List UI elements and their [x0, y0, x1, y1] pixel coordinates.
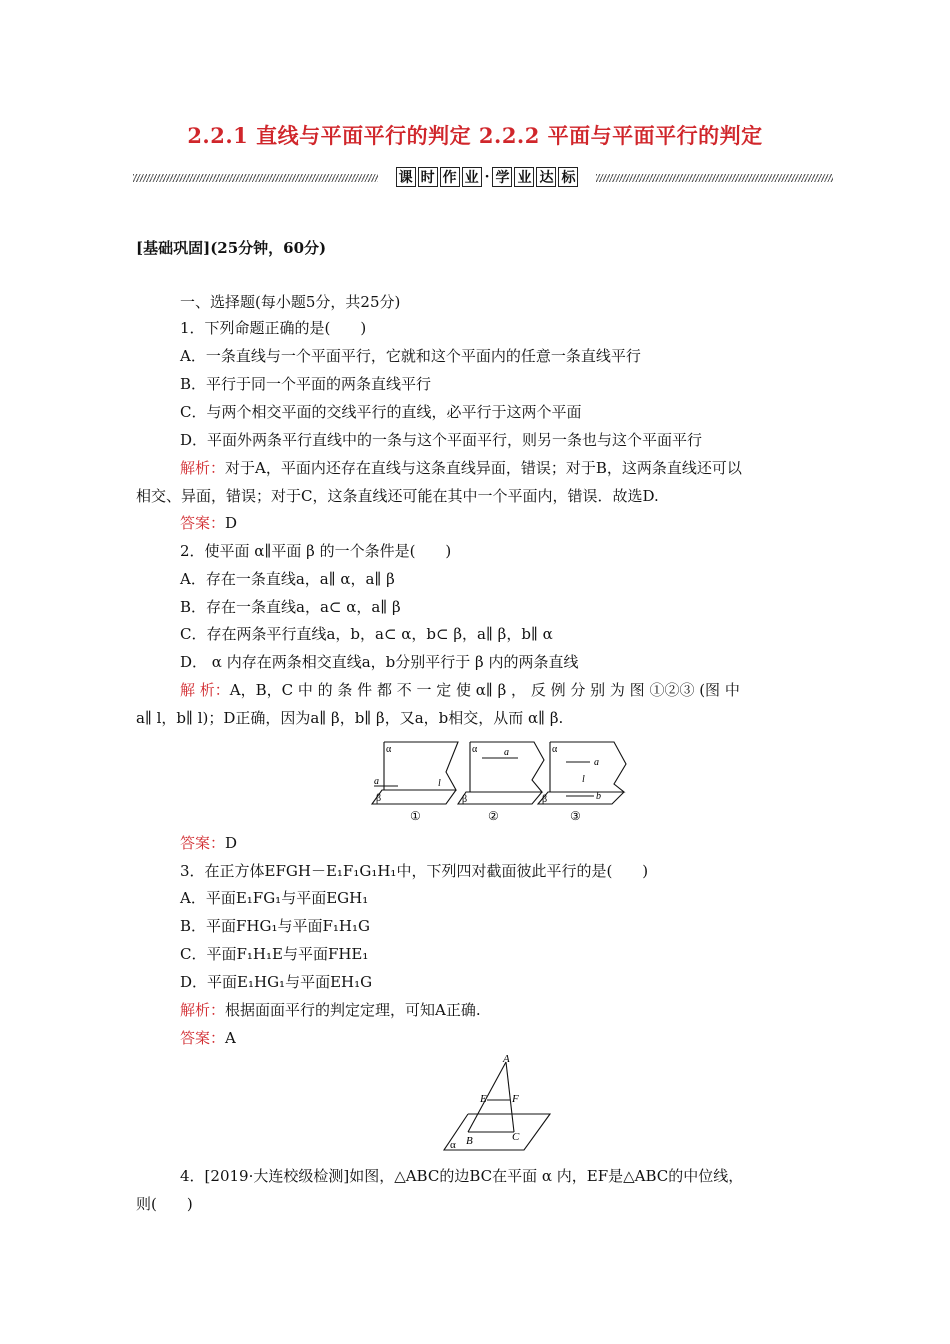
banner-char: 课	[396, 167, 416, 187]
figure-2-planes	[458, 742, 544, 804]
q1-answer	[180, 513, 237, 533]
fig2-a-label: a	[504, 747, 509, 758]
banner-char: 学	[492, 167, 512, 187]
q4-label-alpha: α	[450, 1139, 456, 1151]
q2-option-d: D． α 内存在两条相交直线a，b分别平行于 β 内的两条直线	[180, 653, 579, 671]
q1-option-b: B．平行于同一个平面的两条直线平行	[180, 375, 432, 393]
q2-analysis	[180, 680, 740, 700]
q1-analysis-text-2: 相交、异面，错误；对于C，这条直线还可能在其中一个平面内，错误．故选D.	[136, 487, 659, 505]
banner-char: 业	[514, 167, 534, 187]
q4-label-e: E	[480, 1093, 487, 1105]
fig2-beta-label: β	[462, 794, 468, 805]
banner-char: 标	[558, 167, 578, 187]
q1-answer-value: D	[225, 514, 238, 532]
q2-analysis-text-1: A，B，C 中 的 条 件 都 不 一 定 使 α∥ β ， 反 例 分 别 为 图 ①②③ (图 中	[229, 681, 740, 699]
banner-hatch-right	[596, 174, 833, 182]
q1-analysis	[180, 458, 742, 478]
fig1-beta-label: β	[376, 793, 382, 804]
part-heading: 一、选择题(每小题5分，共25分)	[180, 293, 401, 311]
q2-answer-value: D	[225, 834, 238, 852]
fig2-alpha-label: α	[472, 744, 478, 755]
q3-option-d: D．平面E₁HG₁与平面EH₁G	[180, 973, 373, 991]
q3-option-c: C．平面F₁H₁E与平面FHE₁	[180, 945, 369, 963]
q2-option-a: A．存在一条直线a，a∥ α，a∥ β	[180, 570, 395, 588]
banner-dot: ·	[484, 169, 490, 185]
fig2-number: ②	[488, 809, 499, 823]
fig1-number: ①	[410, 809, 421, 823]
fig3-alpha-label: α	[552, 744, 558, 755]
q3-option-b: B．平面FHG₁与平面F₁H₁G	[180, 917, 371, 935]
q4-stem-1: 4．[2019·大连校级检测]如图，△ABC的边BC在平面 α 内，EF是△ABC的中位线，	[180, 1167, 744, 1185]
answer-label: 答案：	[180, 514, 226, 532]
analysis-label: 解析：	[180, 1001, 226, 1019]
q4-edge-ab	[468, 1062, 506, 1132]
fig1-l-label: l	[438, 778, 441, 789]
banner-char: 时	[418, 167, 438, 187]
figure-2	[458, 742, 544, 804]
fig3-l-label: l	[582, 774, 585, 785]
q3-analysis	[180, 1000, 481, 1020]
q4-label-c: C	[512, 1131, 520, 1143]
q4-figure	[440, 1052, 560, 1156]
fig3-number: ③	[570, 809, 581, 823]
q2-figure	[366, 738, 628, 826]
figure-1	[372, 742, 458, 804]
q1-stem: 1．下列命题正确的是( )	[180, 319, 367, 337]
q2-analysis-text-2: a∥ l，b∥ l)；D正确，因为a∥ β，b∥ β，又a，b相交，从而 α∥ β.	[136, 709, 564, 727]
fig3-a-label: a	[594, 757, 599, 768]
q1-option-c: C．与两个相交平面的交线平行的直线，必平行于这两个平面	[180, 403, 582, 421]
q4-label-f: F	[512, 1093, 519, 1105]
q3-answer-value: A	[225, 1029, 236, 1047]
analysis-label: 解析：	[180, 459, 226, 477]
q4-diagram	[444, 1062, 550, 1150]
q3-answer	[180, 1028, 236, 1048]
q3-stem: 3．在正方体EFGH－E₁F₁G₁H₁中，下列四对截面彼此平行的是( )	[180, 862, 649, 880]
answer-label: 答案：	[180, 1029, 226, 1047]
q1-analysis-text-1: 对于A，平面内还存在直线与这条直线异面，错误；对于B，这两条直线还可以	[225, 459, 742, 477]
banner-char: 业	[462, 167, 482, 187]
fig1-alpha-label: α	[386, 744, 392, 755]
banner-label	[383, 166, 591, 188]
section-banner	[133, 164, 833, 192]
q3-option-a: A．平面E₁FG₁与平面EGH₁	[180, 889, 369, 907]
q2-option-b: B．存在一条直线a，a⊂ α，a∥ β	[180, 598, 401, 616]
banner-hatch-left	[133, 174, 378, 182]
q1-option-a: A．一条直线与一个平面平行，它就和这个平面内的任意一条直线平行	[180, 347, 641, 365]
analysis-label: 解 析：	[180, 681, 230, 699]
q1-option-d: D．平面外两条平行直线中的一条与这个平面平行，则另一条也与这个平面平行	[180, 431, 703, 449]
q4-label-b: B	[466, 1135, 473, 1147]
q2-option-c: C．存在两条平行直线a，b，a⊂ α，b⊂ β，a∥ β，b∥ α	[180, 625, 553, 643]
q3-analysis-text: 根据面面平行的判定定理，可知A正确.	[225, 1001, 481, 1019]
banner-char: 达	[536, 167, 556, 187]
q2-stem: 2．使平面 α∥平面 β 的一个条件是( )	[180, 542, 452, 560]
figure-1-planes	[372, 742, 458, 804]
fig3-b-label: b	[596, 791, 601, 802]
page-title: 2.2.1 直线与平面平行的判定 2.2.2 平面与平面平行的判定	[187, 123, 763, 148]
q4-label-a: A	[503, 1053, 510, 1065]
q2-answer	[180, 833, 237, 853]
banner-char: 作	[440, 167, 460, 187]
section-heading: [基础巩固](25分钟，60分)	[136, 239, 327, 257]
fig1-a-label: a	[374, 776, 379, 787]
answer-label: 答案：	[180, 834, 226, 852]
fig3-beta-label: β	[542, 794, 548, 805]
q4-stem-2: 则( )	[136, 1195, 193, 1213]
